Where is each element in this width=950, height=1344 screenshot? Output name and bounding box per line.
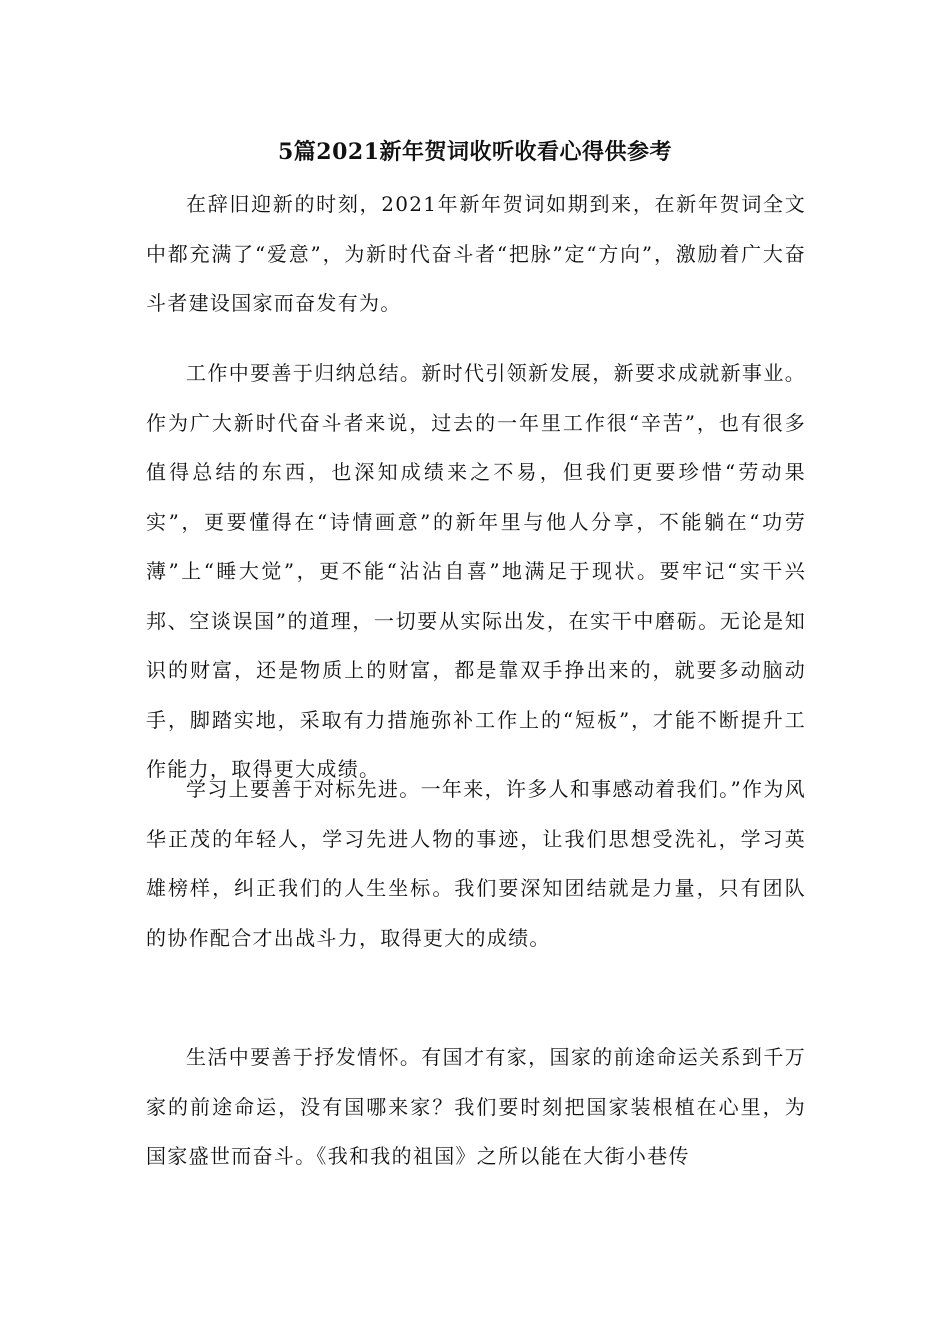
paragraph-work: 工作中要善于归纳总结。新时代引领新发展，新要求成就新事业。作为广大新时代奋斗者来说，过去的一年里工作很“辛苦”，也有很多值得总结的东西，也深知成绩来之不易，但我们更要珍惜“劳动果实”，更要懂得在“诗情画意”的新年里与他人分享，不能躺在“功劳薄”上“睡大觉”，更不能“沾沾自喜”地满足于现状。要牢记“实干兴邦、空谈误国”的道理，一切要从实际出发，在实干中磨砺。无论是知识的财富，还是物质上的财富，都是靠双手挣出来的，就要多动脑动手，脚踏实地，采取有力措施弥补工作上的“短板”，才能不断提升工作能力，取得更大成绩。 (146, 361, 806, 781)
paragraph-life: 生活中要善于抒发情怀。有国才有家，国家的前途命运关系到千万家的前途命运，没有国哪来家？我们要时刻把国家装根植在心里，为国家盛世而奋斗。《我和我的祖国》之所以能在大街小巷传 (146, 1045, 806, 1168)
document-title: 5篇2021新年贺词收听收看心得供参考 (277, 139, 673, 165)
paragraph-intro: 在辞旧迎新的时刻，2021年新年贺词如期到来，在新年贺词全文中都充满了“爱意”，为新时代奋斗者“把脉”定“方向”，激励着广大奋斗者建设国家而奋发有为。 (146, 192, 806, 315)
paragraph-study: 学习上要善于对标先进。一年来，许多人和事感动着我们。”作为风华正茂的年轻人，学习先进人物的事迹，让我们思想受洗礼，学习英雄榜样，纠正我们的人生坐标。我们要深知团结就是力量，只有团队的协作配合才出战斗力，取得更大的成绩。 (146, 777, 806, 950)
